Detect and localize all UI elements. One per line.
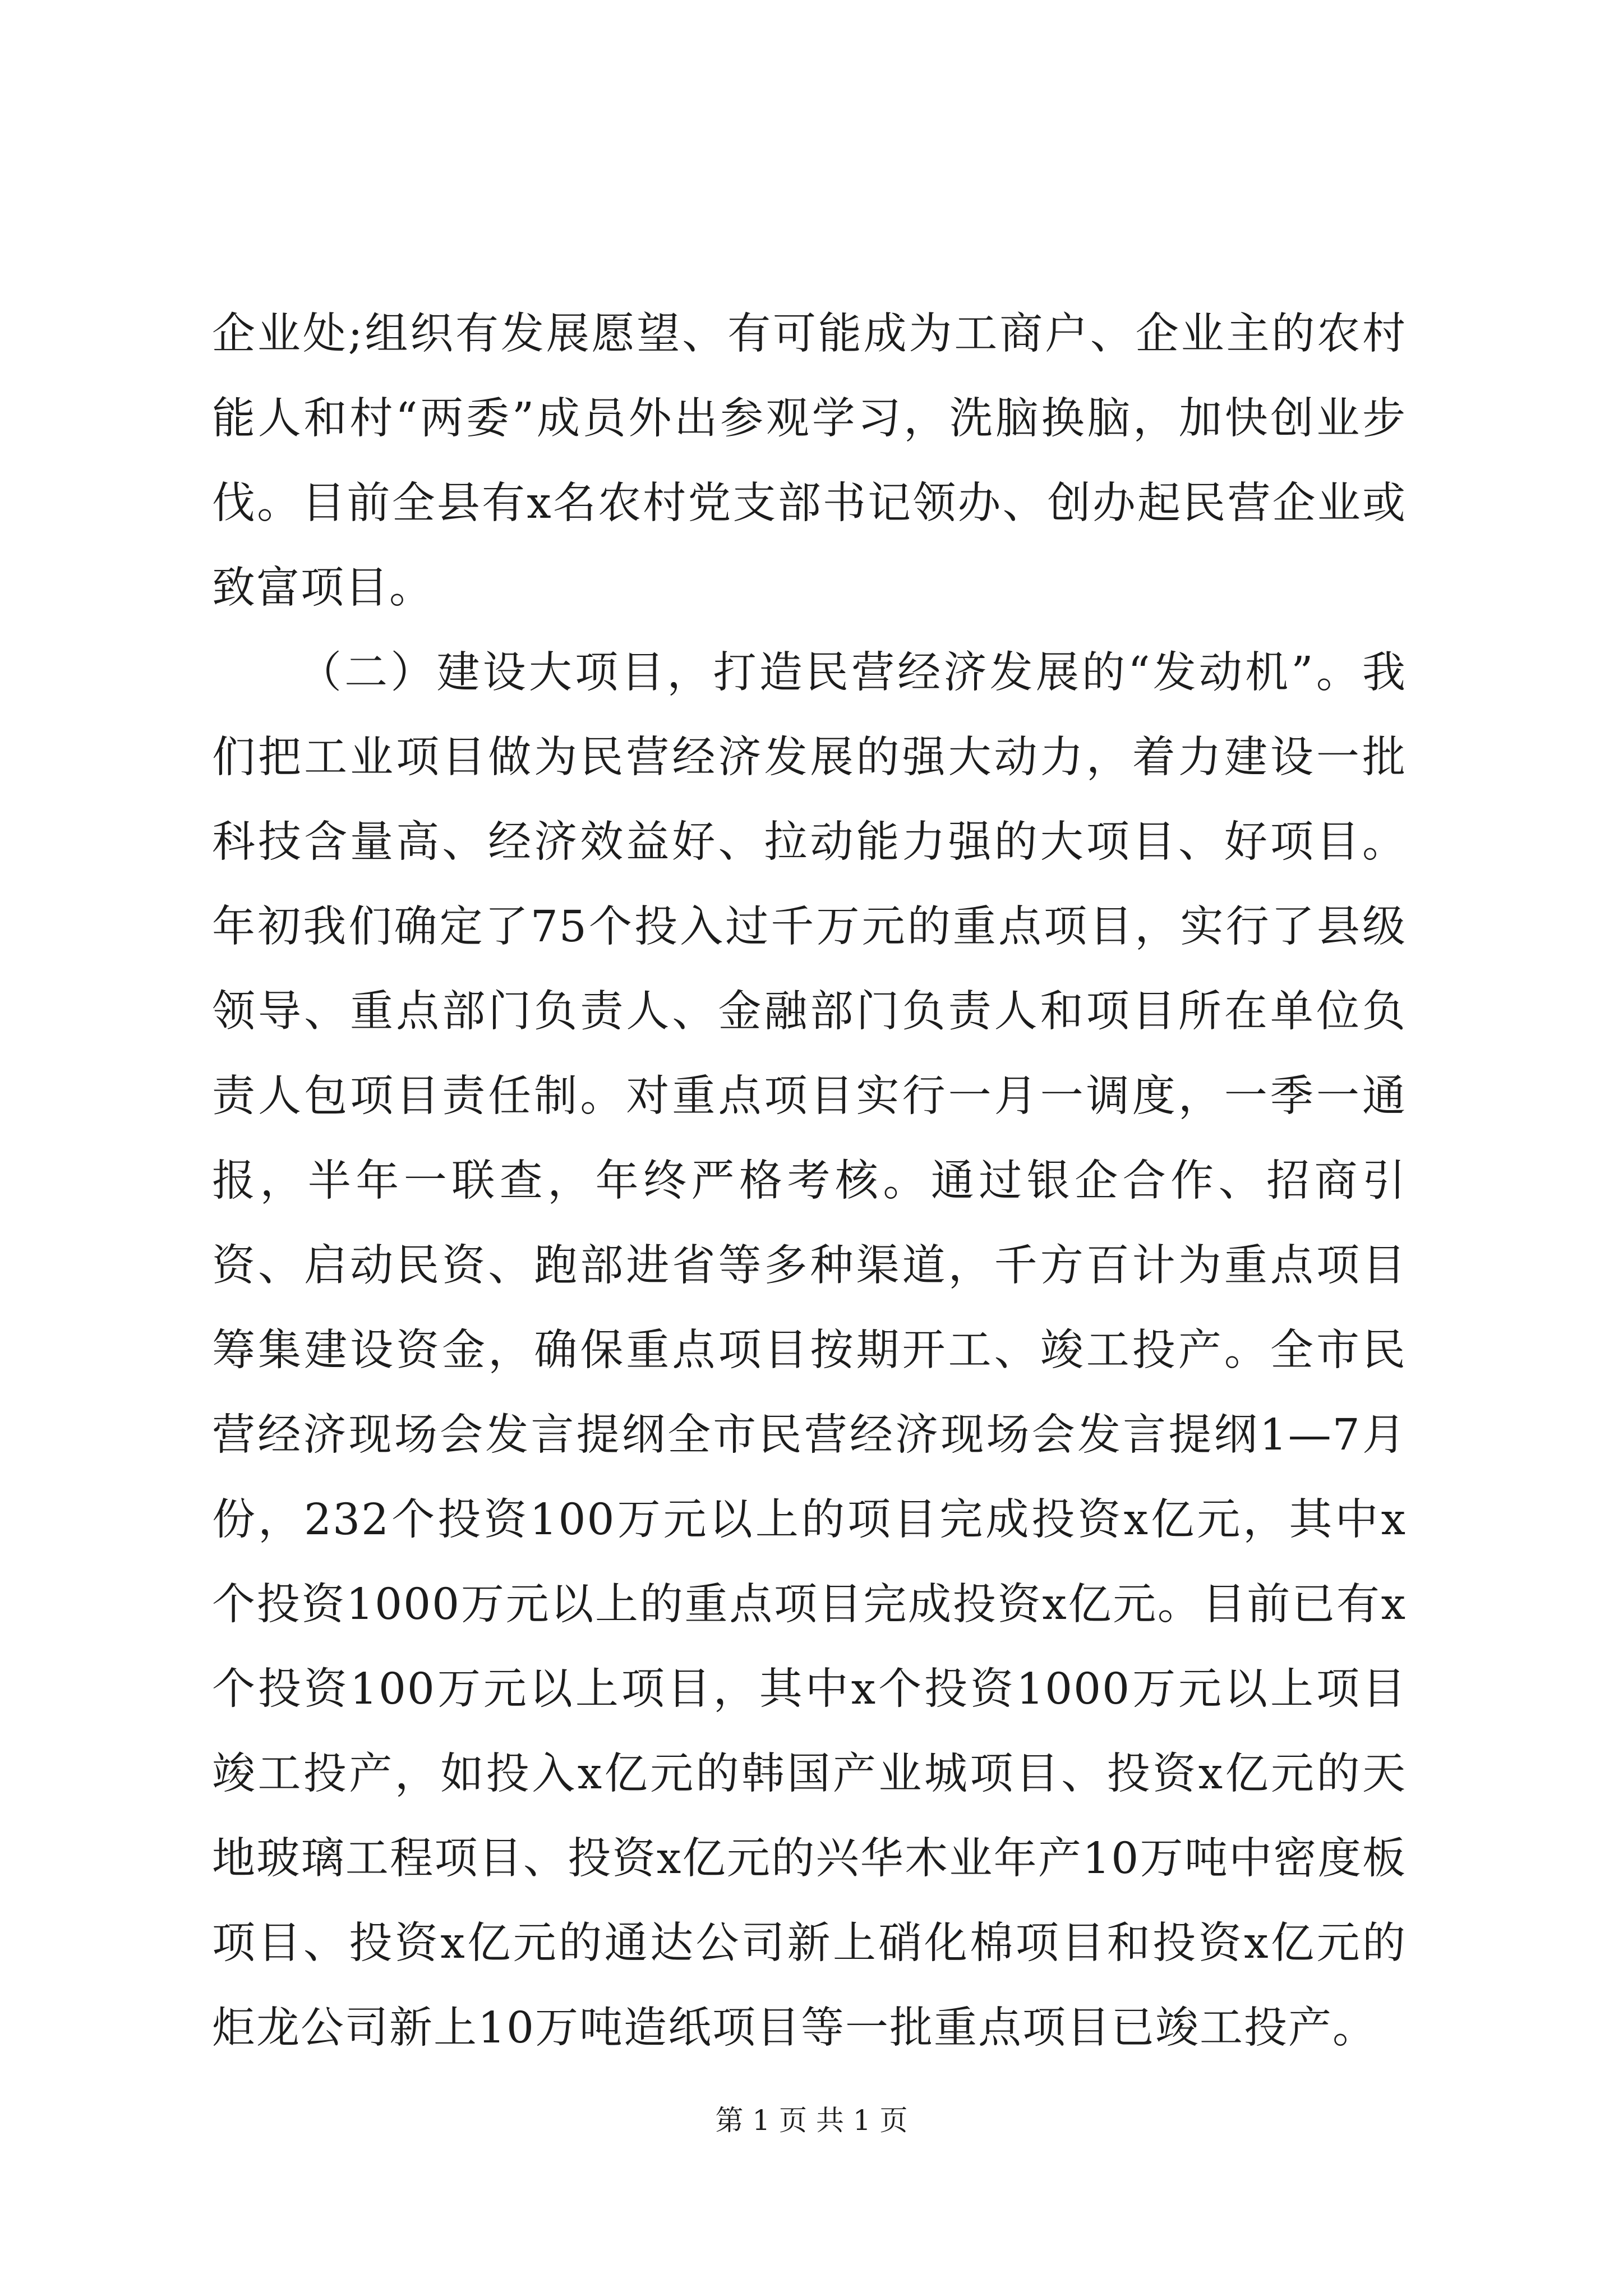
paragraph-section-two: （二）建设大项目，打造民营经济发展的“发动机”。我们把工业项目做为民营经济发展的强大动力，着力建设一批科技含量高、经济效益好、拉动能力强的大项目、好项目。年初我们确定了75个投入过千万元的重点项目，实行了县级领导、重点部门负责人、金融部门负责人和项目所在单位负责人包项目责任制。对重点项目实行一月一调度，一季一通报，半年一联查，年终严格考核。通过银企合作、招商引资、启动民资、跑部进省等多种渠道，千方百计为重点项目筹集建设资金，确保重点项目按期开工、竣工投产。全市民营经济现场会发言提纲全市民营经济现场会发言提纲1—7月份，232个投资100万元以上的项目完成投资x亿元，其中x个投资1000万元以上的重点项目完成投资x亿元。目前已有x个投资100万元以上项目，其中x个投资1000万元以上项目竣工投产，如投入x亿元的韩国产业城项目、投资x亿元的天地玻璃工程项目、投资x亿元的兴华木业年产10万吨中密度板项目、投资x亿元的通达公司新上硝化棉项目和投资x亿元的炬龙公司新上10万吨造纸项目等一批重点项目已竣工投产。 <box>212 648 1407 2053</box>
page-number-footer: 第 1 页 共 1 页 <box>715 2104 908 2137</box>
paragraph-continued: 企业处;组织有发展愿望、有可能成为工商户、企业主的农村能人和村“两委”成员外出参观学习，洗脑换脑，加快创业步伐。目前全县有x名农村党支部书记领办、创办起民营企业或致富项目。 <box>212 309 1407 613</box>
document-body <box>212 292 1407 2070</box>
